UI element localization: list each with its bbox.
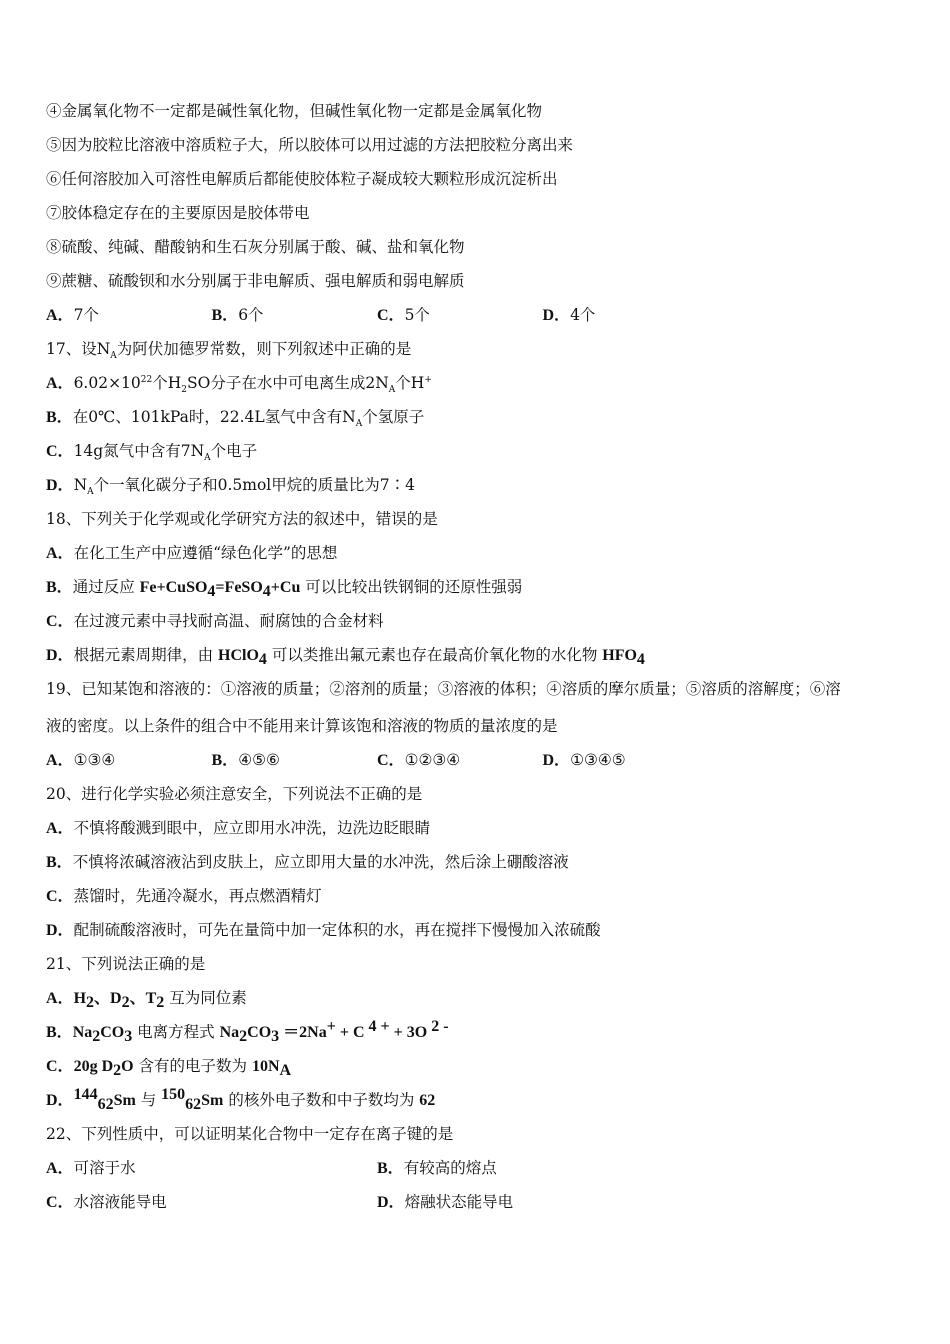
text-segment: 互为同位素 (164, 989, 247, 1007)
option-label: C． (377, 307, 405, 324)
option-label: A． (46, 1160, 74, 1177)
text-line (46, 233, 906, 267)
text-segment: 19、已知某饱和溶液的：①溶液的质量；②溶剂的质量；③溶液的体积；④溶质的摩尔质量；⑤溶质的溶解度；⑥溶 (46, 680, 841, 698)
text-segment: A (388, 385, 396, 396)
text-segment: 个一氧化碳分子和0.5mol甲烷的质量比为7∶4 (93, 476, 415, 494)
option (377, 1188, 708, 1222)
option-line (46, 1018, 906, 1052)
option-label: C． (377, 752, 405, 769)
text-segment: 4 (262, 583, 271, 601)
text-segment: 4个 (570, 306, 596, 324)
text-segment: H (73, 990, 87, 1007)
text-segment: ④⑤⑥ (238, 751, 280, 769)
option-label: A． (46, 545, 74, 562)
option-label: B． (46, 854, 73, 871)
text-segment: Sm (201, 1092, 224, 1109)
text-segment: 不慎将酸溅到眼中，应立即用水冲洗，边洗边眨眼睛 (73, 819, 431, 837)
option-label: A． (46, 752, 74, 769)
text-segment: A (110, 351, 117, 362)
option-label: B． (211, 752, 239, 769)
text-segment: 20g D (73, 1058, 114, 1075)
text-segment: 熔融状态能导电 (404, 1193, 514, 1211)
text-segment: 144 (73, 1085, 98, 1103)
text-segment: O (121, 1058, 134, 1075)
option (212, 746, 378, 780)
text-segment: 2 (181, 385, 188, 396)
text-line (46, 675, 906, 712)
option-label: B． (46, 579, 73, 596)
text-segment: CO (247, 1024, 272, 1041)
text-segment: 4 (636, 651, 645, 669)
option-label: D． (377, 1194, 405, 1211)
option-label: C． (46, 1058, 74, 1075)
text-segment: A (355, 419, 363, 430)
text-segment: + 3O (389, 1024, 432, 1041)
text-segment: Sm (113, 1092, 136, 1109)
text-segment: 6.02×10 (73, 374, 141, 392)
text-segment: +Cu (270, 579, 301, 596)
option-label: D． (46, 922, 74, 939)
option-line (46, 1052, 906, 1086)
text-segment: HClO (218, 647, 259, 664)
option (46, 746, 212, 780)
text-segment: T (145, 990, 157, 1007)
option-label: A． (46, 307, 74, 324)
option-label: D． (542, 307, 571, 324)
text-segment: 2 (239, 1028, 248, 1046)
text-segment: 6个 (238, 306, 264, 324)
text-segment: 62 (185, 1096, 202, 1114)
text-segment: 22、下列性质中，可以证明某化合物中一定存在离子键的是 (46, 1125, 454, 1143)
text-segment: HFO (602, 647, 637, 664)
text-line (46, 950, 906, 984)
text-line (46, 1120, 906, 1154)
option-label: B． (377, 1160, 404, 1177)
text-segment: ⑨蔗糖、硫酸钡和水分别属于非电解质、强电解质和弱电解质 (46, 272, 465, 290)
text-segment: 的核外电子数和中子数均为 (223, 1091, 420, 1109)
text-segment: 62 (97, 1096, 114, 1114)
text-segment: 可以类推出氟元素也存在最高价氧化物的水化物 (266, 646, 603, 664)
option-label: D． (542, 752, 571, 769)
option-label: B． (46, 409, 73, 426)
option (543, 746, 709, 780)
text-segment: 3 (124, 1028, 133, 1046)
text-segment: ⑥任何溶胶加入可溶性电解质后都能使胶体粒子凝成较大颗粒形成沉淀析出 (46, 170, 558, 188)
text-segment: 150 (161, 1085, 186, 1103)
text-segment: 水溶液能导电 (73, 1193, 167, 1211)
option-label: A． (46, 820, 74, 837)
text-segment: 有较高的熔点 (403, 1159, 497, 1177)
text-segment: D (110, 990, 122, 1007)
text-line (46, 165, 906, 199)
text-segment: 2 (92, 1028, 101, 1046)
text-segment: 可溶于水 (73, 1159, 136, 1177)
text-segment: ⑦胶体稳定存在的主要原因是胶体带电 (46, 204, 310, 222)
text-segment: 、 (94, 990, 111, 1007)
text-segment: 通过反应 (72, 578, 140, 596)
option-label: C． (46, 613, 74, 630)
text-line (46, 335, 906, 369)
option (377, 301, 543, 335)
option-label: D． (46, 1092, 74, 1109)
option (46, 301, 212, 335)
text-segment: 10N (251, 1058, 280, 1075)
option-line (46, 984, 906, 1018)
text-line (46, 131, 906, 165)
text-segment: CO (100, 1024, 125, 1041)
text-segment: 在化工生产中应遵循“绿色化学”的思想 (73, 544, 338, 562)
text-line (46, 199, 906, 233)
option-row (46, 1188, 906, 1222)
text-segment: 2 (156, 994, 165, 1012)
text-line (46, 780, 906, 814)
text-segment: 在过渡元素中寻找耐高温、耐腐蚀的合金材料 (73, 612, 384, 630)
option-row (46, 1154, 906, 1188)
text-segment: 7个 (73, 306, 99, 324)
text-segment: ①②③④ (404, 751, 461, 769)
text-segment: 2 (121, 994, 130, 1012)
option-row (46, 301, 906, 335)
text-segment: 在0℃、101kPa时，22.4L氢气中含有N (72, 408, 356, 426)
option-label: D． (46, 647, 74, 664)
text-segment: 14g氮气中含有7N (73, 442, 205, 460)
text-segment: Na (72, 1024, 93, 1041)
text-segment: A (87, 487, 94, 498)
option-label: B． (46, 1024, 73, 1041)
text-segment: 4 + (368, 1017, 390, 1035)
text-segment: A (279, 1062, 292, 1080)
option-line (46, 814, 906, 848)
text-segment: ④金属氧化物不一定都是碱性氧化物，但碱性氧化物一定都是金属氧化物 (46, 102, 543, 120)
text-segment: 电离方程式 (132, 1023, 220, 1041)
option-line (46, 539, 906, 573)
option (377, 1154, 708, 1188)
option-label: C． (46, 443, 74, 460)
text-segment: 为阿伏加德罗常数，则下列叙述中正确的是 (116, 340, 412, 358)
text-segment: 蒸馏时，先通冷凝水，再点燃酒精灯 (73, 887, 322, 905)
text-segment: 2 (113, 1062, 122, 1080)
text-segment: 22 (140, 374, 153, 385)
option-line (46, 369, 906, 403)
option-row (46, 746, 906, 780)
text-segment: 配制硫酸溶液时，可先在量筒中加一定体积的水，再在搅拌下慢慢加入浓硫酸 (73, 921, 601, 939)
text-segment: Na (219, 1024, 240, 1041)
option-line (46, 403, 906, 437)
text-segment: 4 (258, 651, 267, 669)
option-label: B． (211, 307, 239, 324)
text-line (46, 712, 906, 746)
text-segment: 3 (271, 1028, 280, 1046)
text-segment: 不慎将浓碱溶液沾到皮肤上，应立即用大量的水冲洗，然后涂上硼酸溶液 (72, 853, 569, 871)
text-segment: A (204, 453, 211, 464)
text-segment: 可以比较出铁钢铜的还原性强弱 (300, 578, 523, 596)
text-segment: 17、设N (46, 340, 111, 358)
text-segment: 液的密度。以上条件的组合中不能用来计算该饱和溶液的物质的量浓度的是 (46, 717, 558, 735)
text-segment: Fe+CuSO (139, 579, 208, 596)
option-label: A． (46, 990, 74, 1007)
text-segment: 个H (395, 374, 425, 392)
option-label: D． (46, 477, 74, 494)
option-line (46, 848, 906, 882)
text-segment: 根据元素周期律，由 (73, 646, 218, 664)
option (543, 301, 709, 335)
text-line (46, 97, 906, 131)
text-segment: 与 (135, 1091, 162, 1109)
text-segment: + C (335, 1024, 369, 1041)
text-segment: ＝2Na (279, 1024, 327, 1041)
text-line (46, 505, 906, 539)
option-line (46, 471, 906, 505)
text-segment: ⑤因为胶粒比溶液中溶质粒子大，所以胶体可以用过滤的方法把胶粒分离出来 (46, 136, 574, 154)
text-segment: ①③④ (73, 751, 116, 769)
option-line (46, 437, 906, 471)
text-segment: 4 (207, 583, 216, 601)
option (212, 301, 378, 335)
text-segment: + (326, 1017, 336, 1035)
text-segment: 含有的电子数为 (133, 1057, 252, 1075)
option-label: C． (46, 888, 74, 905)
text-segment: 个H (152, 374, 182, 392)
text-segment: 2 (86, 994, 95, 1012)
text-segment: 2 - (431, 1017, 449, 1035)
text-segment: 18、下列关于化学观或化学研究方法的叙述中，错误的是 (46, 510, 438, 528)
text-segment: 个电子 (210, 442, 258, 460)
text-segment: =FeSO (215, 579, 263, 596)
option-label: A． (46, 375, 74, 392)
text-segment: 、 (129, 990, 146, 1007)
option-line (46, 882, 906, 916)
option-line (46, 641, 906, 675)
option (46, 1154, 377, 1188)
option (377, 746, 543, 780)
text-segment: + (424, 374, 432, 385)
text-segment: 62 (419, 1092, 436, 1109)
option-line (46, 1086, 906, 1120)
exam-document (46, 97, 906, 1222)
text-segment: SO分子在水中可电离生成2N (187, 374, 389, 392)
option-line (46, 916, 906, 950)
text-segment: 5个 (404, 306, 430, 324)
text-segment: 21、下列说法正确的是 (46, 955, 206, 973)
option-line (46, 607, 906, 641)
text-segment: ①③④⑤ (570, 751, 626, 769)
option (46, 1188, 377, 1222)
text-segment: ⑧硫酸、纯碱、醋酸钠和生石灰分别属于酸、碱、盐和氧化物 (46, 238, 465, 256)
text-segment: 20、进行化学实验必须注意安全，下列说法不正确的是 (46, 785, 423, 803)
option-line (46, 573, 906, 607)
text-line (46, 267, 906, 301)
text-segment: N (73, 476, 88, 494)
option-label: C． (46, 1194, 74, 1211)
text-segment: 个氢原子 (362, 408, 425, 426)
